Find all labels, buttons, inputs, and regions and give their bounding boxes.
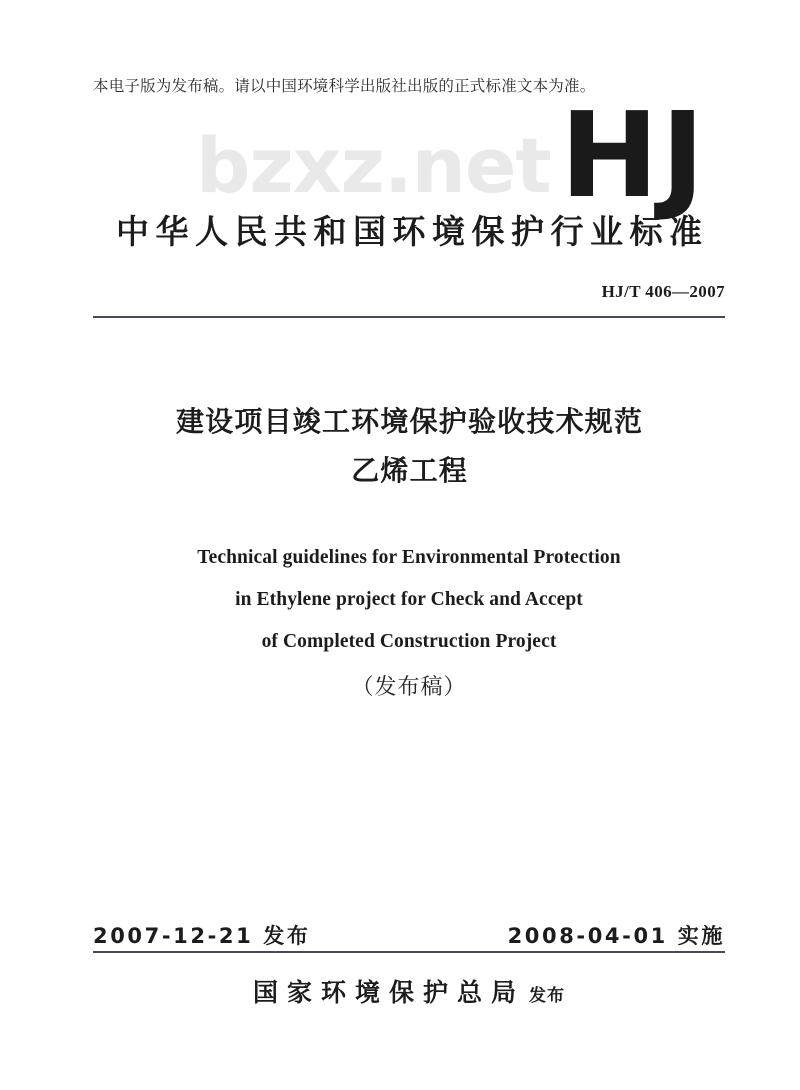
english-subtitle-line-2: in Ethylene project for Check and Accept xyxy=(235,589,583,610)
document-title-line-1: 建设项目竣工环境保护验收技术规范 xyxy=(175,405,644,438)
document-title-line-2: 乙烯工程 xyxy=(351,454,468,487)
dates-row xyxy=(93,920,725,950)
issue-date: 2007-12-21 发布 xyxy=(93,924,311,948)
site-watermark: bzxz.net xyxy=(196,121,551,210)
divider-bottom xyxy=(93,951,725,953)
divider-top xyxy=(93,316,725,318)
electronic-version-notice: 本电子版为发布稿。请以中国环境科学出版社出版的正式标准文本为准。 xyxy=(93,78,596,95)
english-subtitle-line-1: Technical guidelines for Environmental Protection xyxy=(197,547,621,568)
hj-logo: HJ xyxy=(560,86,707,224)
effective-date: 2008-04-01 实施 xyxy=(507,924,725,948)
draft-status-mark: （发布稿） xyxy=(351,674,467,699)
english-subtitle-line-3: of Completed Construction Project xyxy=(261,631,557,652)
standard-number: HJ/T 406—2007 xyxy=(601,282,725,301)
masthead-title: 中华人民共和国环境保护行业标准 xyxy=(116,212,709,251)
issuer-line xyxy=(93,973,725,1009)
issuer-organization: 国家环境保护总局 xyxy=(252,978,525,1007)
issuer-verb: 发布 xyxy=(529,986,565,1006)
